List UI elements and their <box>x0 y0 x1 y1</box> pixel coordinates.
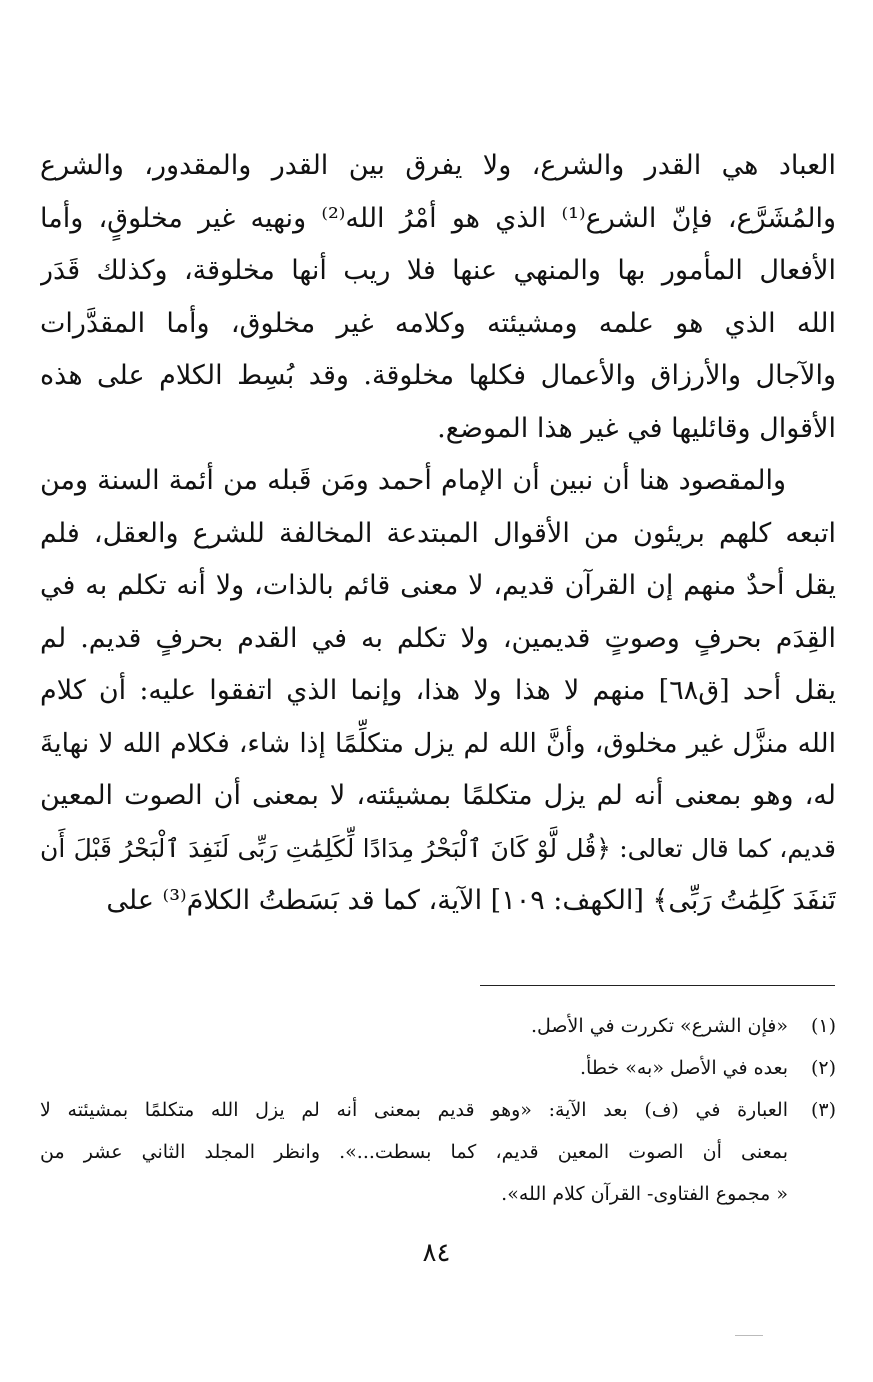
footnote-line: بمعنى أن الصوت المعين قديم، كما بسطت...». وانظر المجلد الثاني عشر من <box>40 1141 788 1163</box>
text-line: والمقصود هنا أن نبين أن الإمام أحمد ومَن قَبله من أئمة السنة ومن <box>40 465 786 496</box>
text-line: الأفعال المأمور بها والمنهي عنها فلا ريب أنها مخلوقة، وكذلك قَدَر <box>40 255 836 286</box>
footnote-text <box>40 1047 788 1089</box>
footnote-number: (١) <box>810 1015 836 1037</box>
footnote <box>40 1005 836 1047</box>
footnote-text <box>40 1089 788 1215</box>
footnotes <box>40 1005 836 1215</box>
main-text <box>40 140 836 928</box>
footnote-line: «فإن الشرع» تكررت في الأصل. <box>531 1015 788 1037</box>
text-line: تَنفَدَ كَلِمَٰتُ رَبِّى﴾ [الكهف: ١٠٩] الآية، كما قد بَسَطتُ الكلامَ⁽³⁾ على <box>106 885 836 916</box>
footnote-line: « مجموع الفتاوى- القرآن كلام الله». <box>501 1183 788 1205</box>
text-line: قديم، كما قال تعالى: ﴿قُل لَّوْ كَانَ ٱلْبَحْرُ مِدَادًا لِّكَلِمَٰتِ رَبِّى لَنَفِدَ ٱلْبَحْرُ قَبْلَ أَن <box>40 833 836 863</box>
text-line: القِدَم بحرفٍ وصوتٍ قديمين، ولا تكلم به في القدم بحرفٍ قديم. لم <box>40 622 836 654</box>
text-line: يقل أحدٌ منهم إن القرآن قديم، لا معنى قائم بالذات، ولا أنه تكلم به في <box>40 570 836 601</box>
text-line: والآجال والأرزاق والأعمال فكلها مخلوقة. وقد بُسِط الكلام على هذه <box>40 360 836 391</box>
text-line: الله منزَّل غير مخلوق، وأنَّ الله لم يزل متكلِّمًا إذا شاء، فكلام الله لا نهايةَ <box>40 727 836 759</box>
footnote-line: العبارة في (ف) بعد الآية: «وهو قديم بمعنى أنه لم يزل الله متكلمًا بمشيئته لا <box>40 1099 788 1121</box>
text-line: اتبعه كلهم بريئون من الأقوال المبتدعة المخالفة للشرع والعقل، فلم <box>40 517 836 549</box>
text-line: له، وهو بمعنى أنه لم يزل متكلمًا بمشيئته، لا بمعنى أن الصوت المعين <box>40 780 836 811</box>
page-number: ٨٤ <box>422 1238 451 1268</box>
footnote-line: بعده في الأصل «به» خطأ. <box>580 1057 788 1079</box>
text-line: العباد هي القدر والشرع، ولا يفرق بين القدر والمقدور، والشرع <box>40 150 836 181</box>
text-line: الله الذي هو علمه ومشيئته وكلامه غير مخلوق، وأما المقدَّرات <box>40 307 836 339</box>
footnote-text <box>40 1005 788 1047</box>
paragraph <box>40 455 836 928</box>
text-line: يقل أحد [ق٦٨] منهم لا هذا ولا هذا، وإنما الذي اتفقوا عليه: أن كلام <box>40 675 836 706</box>
footnote <box>40 1089 836 1215</box>
footnote-number: (٣) <box>810 1099 836 1121</box>
text-line: الأقوال وقائليها في غير هذا الموضع. <box>437 412 836 444</box>
text-line: والمُشَرَّع، فإنّ الشرع⁽¹⁾ الذي هو أمْرُ الله⁽²⁾ ونهيه غير مخلوقٍ، وأما <box>40 202 836 234</box>
footnote-number: (٢) <box>810 1057 836 1079</box>
footnote-divider <box>480 985 835 986</box>
footnote <box>40 1047 836 1089</box>
paragraph <box>40 140 836 455</box>
scan-mark <box>735 1335 763 1336</box>
